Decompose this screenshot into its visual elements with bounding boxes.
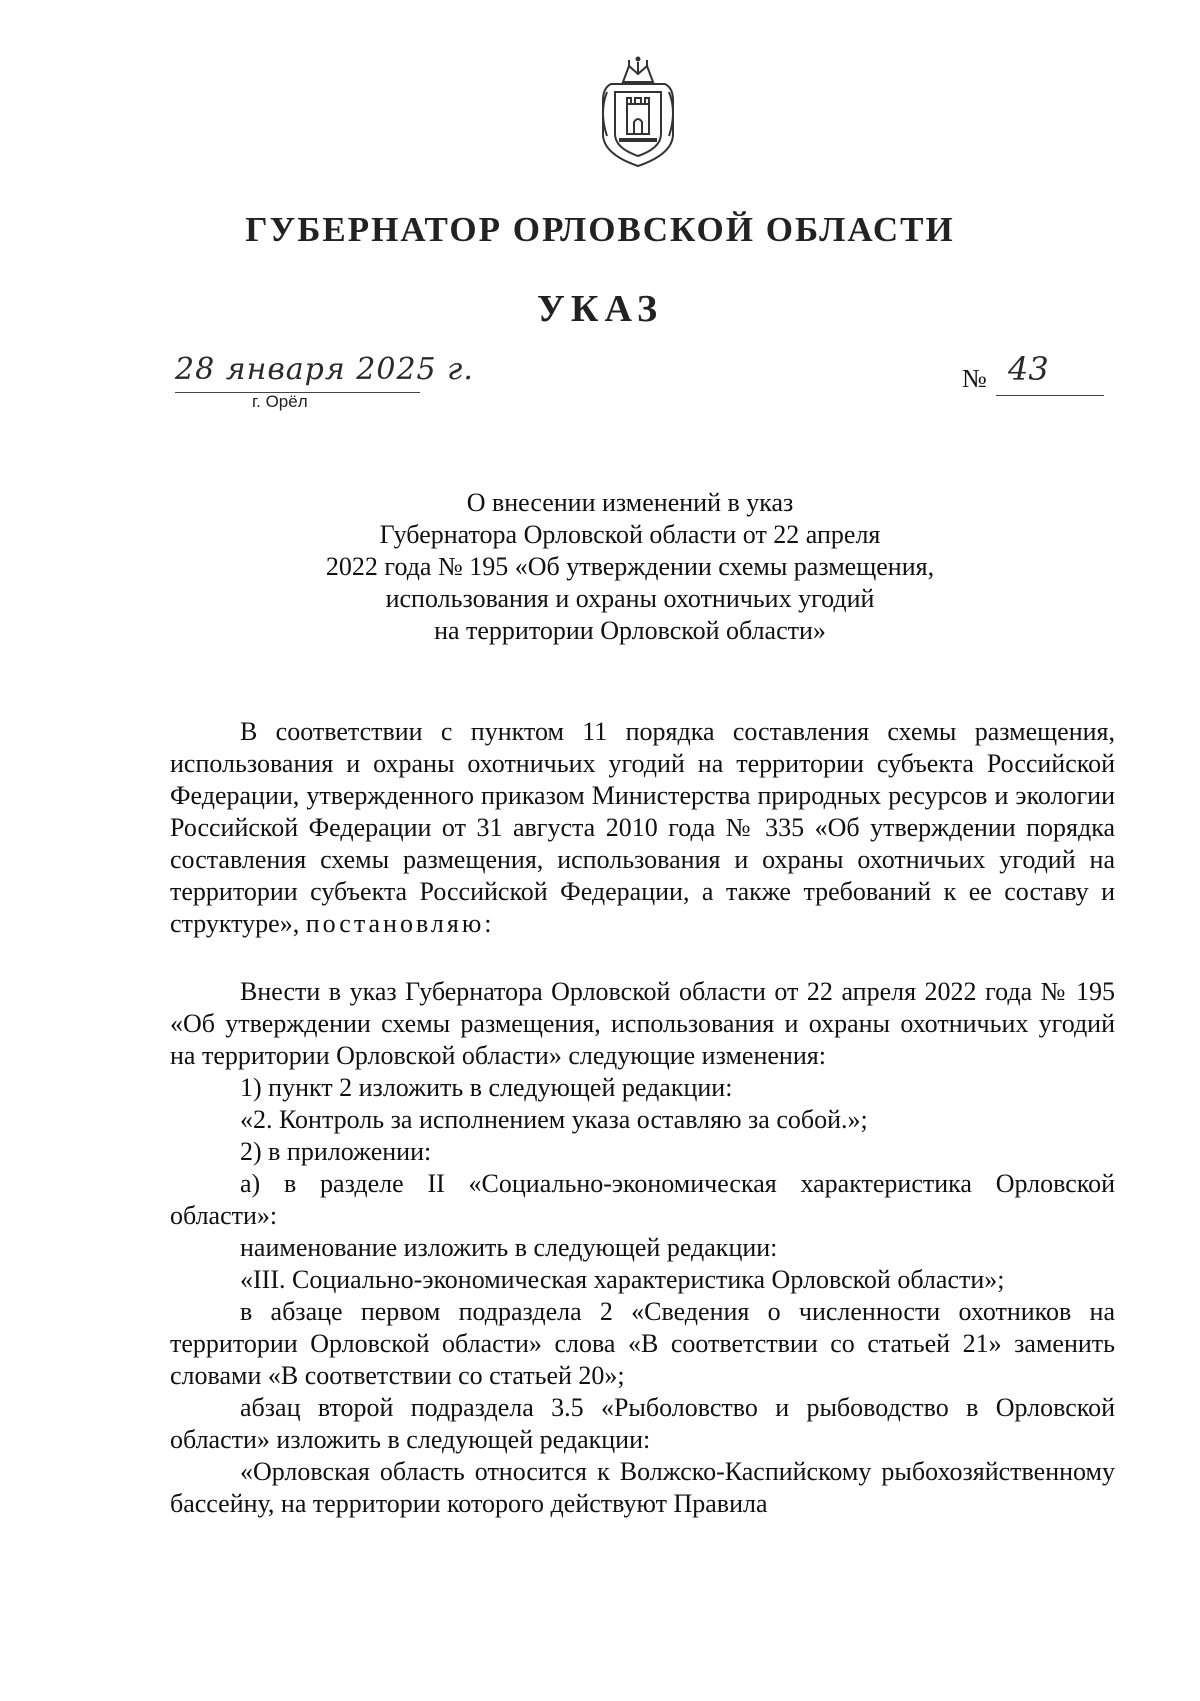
document-title [230,487,1030,647]
title-line: Губернатора Орловской области от 22 апреля [379,520,881,549]
body-paragraph: в абзаце первом подраздела 2 «Сведения о численности охотников на территории Орловской области» слова «В соответствии со статьей 21» заменить словами «В соответствии со статьей 20»; [170,1297,1115,1390]
document-body [170,716,1115,1520]
title-line: 2022 года № 195 «Об утверждении схемы размещения, [325,552,935,581]
document-type: УКАЗ [537,288,663,330]
list-item: 2) в приложении: [240,1137,432,1166]
preamble-text: В соответствии с пунктом 11 порядка составления схемы размещения, использования и охраны охотничьих угодий на территории субъекта Российской Федерации, утвержденного приказом Министерства природных ресурсов и экологии Российской Федерации от 31 августа 2010 года № 335 «Об утверждении порядка составления схемы размещения, использования и охраны охотничьих угодий на территории субъекта Российской Федерации, а также требований к ее составу и структуре», [170,717,1115,938]
body-paragraph: наименование изложить в следующей редакции: [240,1233,778,1262]
city-label: г. Орёл [252,392,308,411]
list-item: «2. Контроль за исполнением указа оставляю за собой.»; [240,1105,868,1134]
paragraph-gap [170,940,1115,976]
issuer-title: ГУБЕРНАТОР ОРЛОВСКОЙ ОБЛАСТИ [245,210,955,249]
title-line: использования и охраны охотничьих угодий [385,584,875,613]
coat-of-arms-emblem [593,52,683,172]
number-underline [996,395,1104,396]
number-label: № [962,364,987,393]
handwritten-date: 28 января 2025 г. [175,352,474,387]
body-paragraph: абзац второй подраздела 3.5 «Рыболовство и рыбоводство в Орловской области» изложить в следующей редакции: [170,1393,1115,1454]
decree-word: постановляю: [305,909,495,938]
title-line: О внесении изменений в указ [466,488,794,517]
list-item: а) в разделе II «Социально-экономическая характеристика Орловской области»: [170,1169,1115,1230]
title-line: на территории Орловской области» [434,616,826,645]
body-paragraph: «Орловская область относится к Волжско-Каспийскому рыбохозяйственному бассейну, на территории которого действуют Правила [170,1457,1115,1518]
body-paragraph: «III. Социально-экономическая характеристика Орловской области»; [240,1265,1005,1294]
preamble-paragraph [170,716,1115,940]
list-item: 1) пункт 2 изложить в следующей редакции: [240,1073,733,1102]
handwritten-number: 43 [1008,350,1049,388]
body-paragraph: Внести в указ Губернатора Орловской области от 22 апреля 2022 года № 195 «Об утверждении схемы размещения, использования и охраны охотничьих угодий на территории Орловской области» следующие изменения: [170,977,1115,1070]
